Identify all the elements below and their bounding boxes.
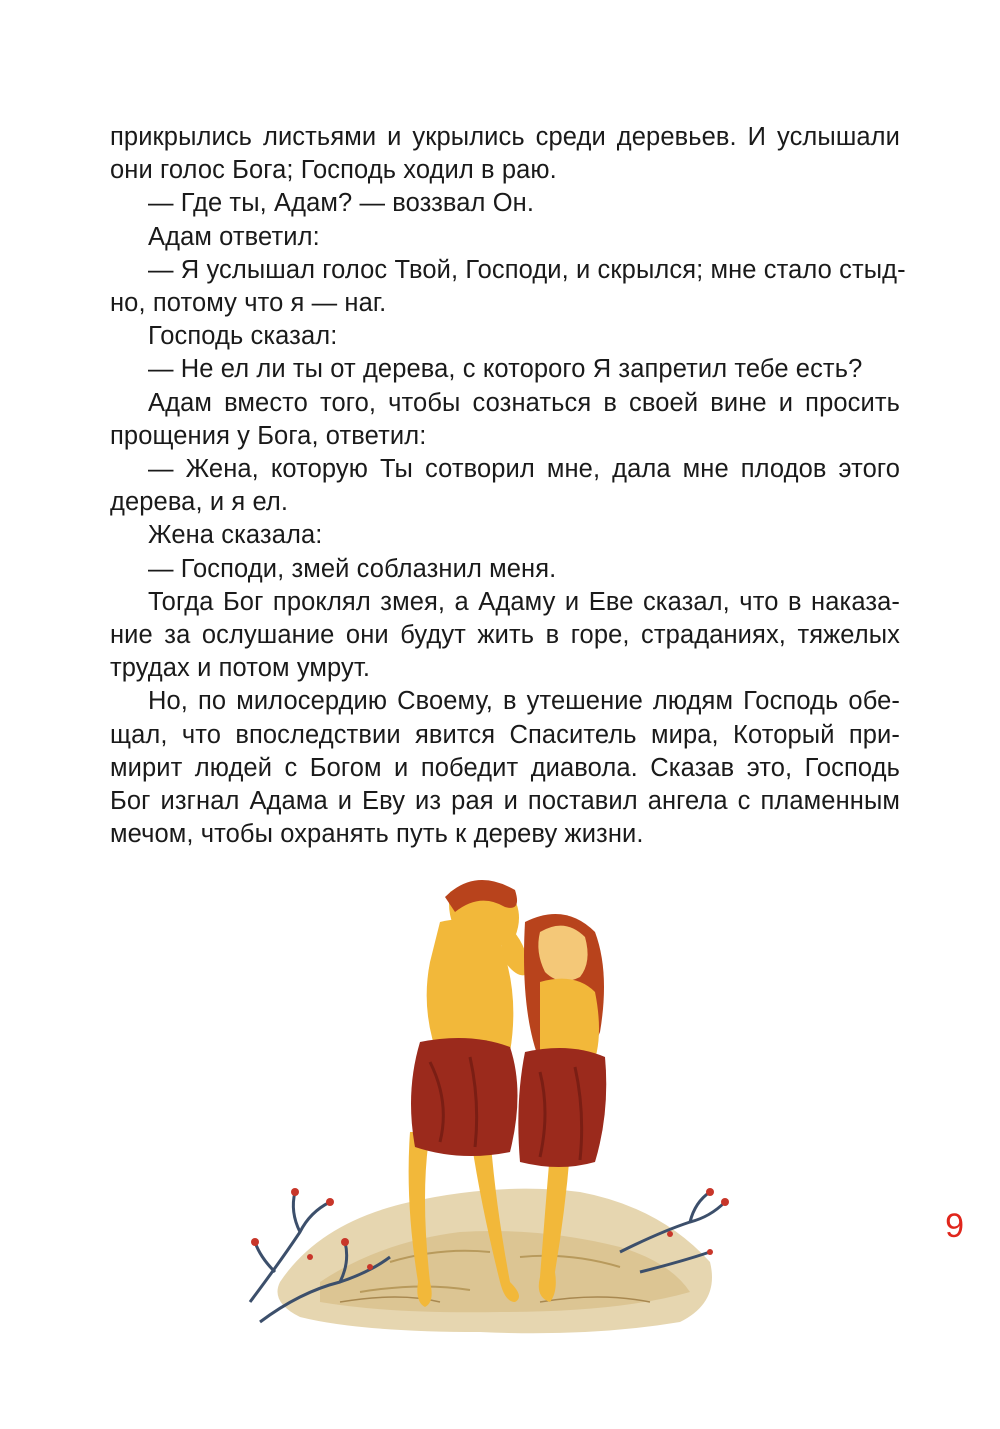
paragraph bbox=[110, 353, 900, 386]
paragraph bbox=[110, 387, 900, 453]
text-line: — Господи, змей соблазнил меня. bbox=[148, 554, 557, 583]
paragraph bbox=[110, 553, 900, 586]
text-line: — Я услышал голос Твой, Господи, и скрылся; мне стало стыд- bbox=[148, 255, 906, 284]
paragraph bbox=[110, 519, 900, 552]
page-number: 9 bbox=[945, 1207, 964, 1245]
text-line: трудах и потом умрут. bbox=[110, 654, 371, 683]
text-line: Тогда Бог проклял змея, а Адаму и Еве сказал, что в наказа- bbox=[148, 587, 900, 616]
text-line: дерева, и я ел. bbox=[110, 488, 289, 517]
text-line: ние за ослушание они будут жить в горе, страданиях, тяжелых bbox=[110, 621, 900, 650]
text-line: — Жена, которую Ты сотворил мне, дала мне плодов этого bbox=[148, 455, 900, 484]
text-line: они голос Бога; Господь ходил в раю. bbox=[110, 156, 557, 185]
text-line: — Не ел ли ты от дерева, с которого Я запретил тебе есть? bbox=[148, 355, 863, 384]
text-line: Жена сказала: bbox=[148, 521, 323, 550]
paragraph bbox=[110, 254, 906, 320]
page-text bbox=[110, 121, 906, 851]
text-line: Бог изгнал Адама и Еву из рая и поставил ангела с пламенным bbox=[110, 787, 900, 816]
text-line: Но, по милосердию Своему, в утешение людям Господь обе- bbox=[148, 687, 900, 716]
text-line: Адам ответил: bbox=[148, 222, 320, 251]
paragraph bbox=[110, 121, 900, 187]
paragraph bbox=[110, 187, 900, 220]
paragraph bbox=[110, 320, 900, 353]
paragraph bbox=[110, 586, 900, 686]
text-line: мечом, чтобы охранять путь к дереву жизни. bbox=[110, 820, 644, 849]
text-line: но, потому что я — наг. bbox=[110, 289, 387, 318]
text-line: — Где ты, Адам? — воззвал Он. bbox=[148, 189, 535, 218]
paragraph bbox=[110, 453, 900, 519]
text-line: щал, что впоследствии явится Спаситель мира, Который при- bbox=[110, 720, 900, 749]
paragraph bbox=[110, 685, 900, 851]
adam-and-eve-illustration bbox=[240, 862, 740, 1352]
text-line: мирит людей с Богом и победит диавола. Сказав это, Господь bbox=[110, 753, 900, 782]
text-line: прикрылись листьями и укрылись среди деревьев. И услышали bbox=[110, 123, 900, 151]
paragraph bbox=[110, 221, 900, 254]
text-line: прощения у Бога, ответил: bbox=[110, 421, 427, 450]
text-line: Адам вместо того, чтобы сознаться в своей вине и просить bbox=[148, 388, 900, 417]
text-line: Господь сказал: bbox=[148, 322, 338, 351]
